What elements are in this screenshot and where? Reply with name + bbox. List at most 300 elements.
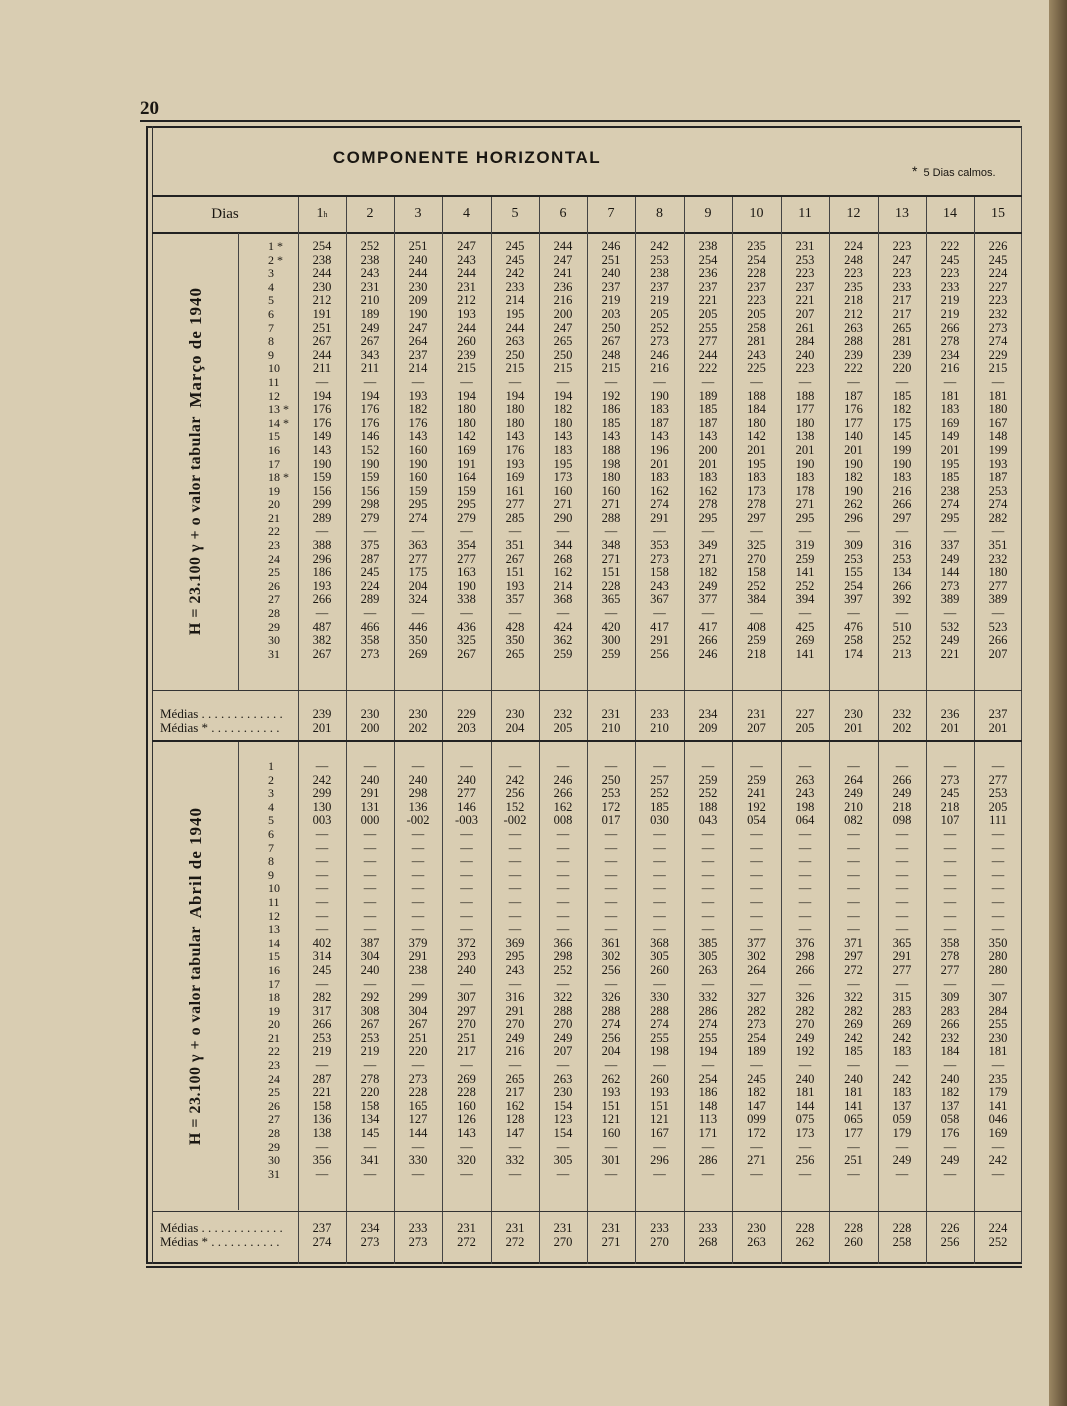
day-number: 21	[268, 1030, 280, 1045]
day-number: 13	[268, 922, 280, 937]
table-cell: 231	[360, 279, 380, 294]
table-cell: 198	[795, 799, 815, 814]
table-cell: 183	[892, 1044, 912, 1059]
table-cell: 136	[312, 1112, 332, 1127]
table-cell: 187	[844, 388, 863, 403]
header-hour-8	[635, 197, 684, 231]
table-cell: 183	[698, 470, 718, 485]
day-number: 10	[268, 881, 280, 896]
table-cell: 285	[505, 510, 525, 525]
table-cell: 238	[940, 483, 960, 498]
table-cell: 000	[360, 813, 380, 828]
table-cell: 263	[844, 320, 863, 335]
table-cell: —	[798, 922, 812, 937]
marco-summary-bottom-rule	[152, 740, 1022, 742]
table-cell: —	[991, 854, 1005, 869]
table-cell: 180	[795, 415, 815, 430]
day-number: 5	[268, 813, 274, 828]
table-cell: 182	[892, 402, 912, 417]
table-cell: 244	[698, 347, 718, 362]
day-number: 17	[268, 456, 280, 471]
table-cell: 295	[505, 949, 525, 964]
table-cell: —	[604, 840, 618, 855]
table-cell: 215	[505, 361, 525, 376]
table-cell: —	[604, 854, 618, 869]
table-cell: 274	[940, 497, 960, 512]
table-cell: 317	[312, 1003, 332, 1018]
table-cell: 273	[940, 578, 960, 593]
media-value: 232	[892, 707, 912, 721]
table-cell: —	[943, 1139, 957, 1154]
table-cell: 466	[360, 619, 380, 634]
table-cell: 277	[988, 578, 1008, 593]
table-cell: 181	[940, 388, 960, 403]
marco-medias-cell	[684, 707, 732, 735]
marco-medias-cell	[732, 707, 781, 735]
table-cell: 523	[988, 619, 1008, 634]
table-cell: 244	[312, 347, 332, 362]
table-cell: 232	[988, 306, 1008, 321]
marco-medias-cell	[926, 707, 974, 735]
table-cell: 385	[698, 935, 718, 950]
table-cell: 245	[505, 252, 525, 267]
table-cell: 315	[892, 990, 912, 1005]
media-value: 234	[698, 707, 718, 721]
table-cell: 295	[457, 497, 476, 512]
table-cell: 297	[892, 510, 912, 525]
table-cell: —	[411, 867, 425, 882]
table-cell: 277	[408, 551, 428, 566]
table-cell: 273	[988, 320, 1008, 335]
day-number: 24	[268, 551, 280, 566]
table-cell: 265	[553, 334, 573, 349]
table-cell: 219	[360, 1044, 380, 1059]
table-cell: —	[315, 374, 329, 389]
table-cell: 220	[360, 1085, 380, 1100]
medias-calm-label: Médias * . . . . . . . . . . .	[160, 1234, 280, 1249]
day-number: 13 *	[268, 402, 289, 417]
day-number: 16	[268, 962, 280, 977]
table-cell: 260	[650, 1071, 669, 1086]
table-cell: —	[556, 894, 570, 909]
table-cell: —	[750, 894, 763, 909]
table-cell: 213	[892, 646, 912, 661]
table-cell: —	[363, 606, 377, 621]
table-cell: —	[847, 524, 860, 539]
table-cell: 267	[312, 646, 332, 661]
table-cell: 216	[650, 361, 669, 376]
table-cell: —	[798, 1058, 812, 1073]
table-cell: 158	[650, 565, 669, 580]
table-cell: 075	[795, 1112, 815, 1127]
table-cell: 330	[408, 1153, 428, 1168]
day-number: 28	[268, 606, 280, 621]
media-calm-value: 202	[892, 721, 912, 735]
table-cell: 145	[892, 429, 912, 444]
table-cell: 141	[795, 646, 815, 661]
table-cell: —	[604, 881, 618, 896]
table-cell: —	[556, 1166, 570, 1181]
media-value: 239	[312, 707, 332, 721]
table-cell: 254	[747, 1030, 766, 1045]
table-cell: 134	[360, 1112, 380, 1127]
table-cell: 183	[892, 470, 912, 485]
table-cell: 262	[844, 497, 863, 512]
table-cell: 280	[988, 949, 1008, 964]
table-cell: 183	[650, 470, 669, 485]
table-cell: 240	[795, 347, 815, 362]
table-cell: —	[363, 374, 377, 389]
table-cell: 264	[408, 334, 428, 349]
table-cell: 046	[988, 1112, 1008, 1127]
table-cell: —	[847, 881, 860, 896]
table-cell: 344	[553, 538, 573, 553]
table-cell: —	[991, 1058, 1005, 1073]
table-cell: 238	[698, 239, 718, 253]
table-cell: 142	[457, 429, 476, 444]
table-cell: 282	[795, 1003, 815, 1018]
table-cell: 251	[457, 1030, 476, 1045]
table-cell: 176	[312, 415, 332, 430]
table-cell: —	[943, 1166, 957, 1181]
table-cell: —	[363, 908, 377, 923]
media-calm-value: 274	[312, 1235, 332, 1249]
table-cell: —	[508, 840, 522, 855]
table-cell: 190	[892, 456, 912, 471]
header-hour-label: 14	[943, 206, 957, 221]
table-cell: —	[508, 1139, 522, 1154]
marco-hour-column	[732, 240, 781, 661]
header-hour-label: 2	[366, 206, 374, 221]
table-cell: 172	[747, 1126, 766, 1141]
table-cell: 250	[601, 772, 621, 787]
abril-medias-cell	[635, 1221, 684, 1249]
media-value: 233	[408, 1221, 428, 1235]
table-cell: 172	[601, 799, 621, 814]
table-cell: 325	[747, 538, 766, 553]
table-cell: 252	[795, 578, 815, 593]
table-cell: 348	[601, 538, 621, 553]
table-cell: 296	[650, 1153, 669, 1168]
table-cell: 316	[505, 990, 525, 1005]
table-cell: 263	[553, 1071, 573, 1086]
table-cell: —	[363, 759, 377, 773]
table-cell: 194	[312, 388, 332, 403]
header-hour-label: 9	[704, 206, 712, 221]
table-cell: 186	[312, 565, 332, 580]
table-cell: 256	[505, 786, 525, 801]
calm-star-icon: *	[912, 163, 918, 179]
table-cell: 224	[360, 578, 380, 593]
table-cell: 216	[505, 1044, 525, 1059]
table-cell: 162	[698, 483, 718, 498]
table-cell: 161	[505, 483, 525, 498]
abril-medias-cell	[346, 1221, 394, 1249]
table-cell: 258	[844, 633, 863, 648]
table-cell: 188	[601, 442, 621, 457]
table-cell: 194	[457, 388, 476, 403]
table-cell: 137	[940, 1098, 960, 1113]
table-cell: —	[556, 881, 570, 896]
table-cell: —	[847, 922, 860, 937]
header-hour-2	[346, 197, 394, 231]
table-cell: 288	[601, 510, 621, 525]
table-cell: 389	[988, 592, 1008, 607]
abril-section-label	[157, 746, 235, 1206]
table-cell: —	[653, 881, 666, 896]
marco-hour-column	[394, 240, 442, 661]
table-cell: 185	[698, 402, 718, 417]
table-cell: 278	[747, 497, 766, 512]
day-number: 19	[268, 483, 280, 498]
table-cell: 350	[408, 633, 428, 648]
table-cell: 216	[553, 293, 573, 308]
table-cell: —	[653, 1166, 666, 1181]
day-number: 24	[268, 1071, 280, 1086]
table-cell: 220	[892, 361, 912, 376]
table-cell: 304	[360, 949, 380, 964]
table-cell: 182	[408, 402, 428, 417]
table-cell: 160	[457, 1098, 476, 1113]
table-cell: —	[315, 908, 329, 923]
table-cell: 211	[312, 361, 332, 376]
day-number: 23	[268, 1058, 280, 1073]
abril-medias-cell	[974, 1221, 1022, 1249]
table-cell: 271	[795, 497, 815, 512]
table-cell: 324	[408, 592, 428, 607]
header-hour-7	[587, 197, 635, 231]
marco-medias-cell	[829, 707, 878, 735]
day-number: 12	[268, 908, 280, 923]
table-cell: 190	[312, 456, 332, 471]
table-cell: 244	[505, 320, 525, 335]
day-number: 15	[268, 429, 280, 444]
table-cell: —	[315, 894, 329, 909]
table-cell: 230	[408, 279, 428, 294]
table-cell: —	[701, 1139, 715, 1154]
table-cell: —	[701, 606, 715, 621]
table-cell: 143	[408, 429, 428, 444]
table-cell: 191	[457, 456, 476, 471]
hour-suffix: h	[323, 209, 328, 219]
header-dias: Dias	[211, 205, 239, 222]
table-cell: 300	[601, 633, 621, 648]
media-calm-value: 201	[844, 721, 863, 735]
table-cell: 223	[892, 266, 912, 281]
table-cell: 253	[988, 786, 1008, 801]
media-value: 226	[940, 1221, 960, 1235]
table-cell: —	[604, 894, 618, 909]
table-cell: 252	[892, 633, 912, 648]
table-cell: 176	[940, 1126, 960, 1141]
table-cell: 176	[408, 415, 428, 430]
media-calm-value: 207	[747, 721, 766, 735]
table-cell: 017	[601, 813, 621, 828]
table-cell: 247	[457, 239, 476, 253]
table-cell: —	[363, 1058, 377, 1073]
table-cell: 354	[457, 538, 476, 553]
table-cell: 425	[795, 619, 815, 634]
media-calm-value: 272	[505, 1235, 525, 1249]
table-cell: 177	[844, 415, 863, 430]
table-cell: 368	[553, 592, 573, 607]
header-hour-12	[829, 197, 878, 231]
table-cell: —	[315, 1139, 329, 1154]
table-cell: 216	[892, 483, 912, 498]
calm-note-text: 5 Dias calmos.	[923, 167, 996, 179]
abril-hour-column	[635, 760, 684, 1181]
media-calm-value: 202	[408, 721, 428, 735]
table-cell: —	[895, 606, 909, 621]
day-number: 23	[268, 538, 280, 553]
abril-medias-labels	[160, 1221, 300, 1249]
table-cell: 259	[747, 633, 766, 648]
table-cell: 332	[698, 990, 718, 1005]
table-cell: 221	[312, 1085, 332, 1100]
media-calm-value: 268	[698, 1235, 718, 1249]
table-cell: —	[460, 374, 473, 389]
table-cell: —	[604, 922, 618, 937]
table-cell: —	[363, 867, 377, 882]
table-cell: —	[701, 524, 715, 539]
day-number: 9	[268, 867, 274, 882]
table-cell: 058	[940, 1112, 960, 1127]
table-cell: —	[701, 840, 715, 855]
table-cell: 223	[747, 293, 766, 308]
table-cell: 394	[795, 592, 815, 607]
table-cell: —	[847, 826, 860, 841]
table-cell: 286	[698, 1153, 718, 1168]
table-cell: 349	[698, 538, 718, 553]
table-cell: 251	[844, 1153, 863, 1168]
table-cell: 240	[408, 252, 428, 267]
table-cell: 233	[940, 279, 960, 294]
table-cell: 152	[360, 442, 380, 457]
abril-hour-column	[298, 760, 346, 1181]
table-cell: 134	[892, 565, 912, 580]
table-cell: 298	[795, 949, 815, 964]
table-cell: —	[701, 894, 715, 909]
table-cell: 176	[360, 415, 380, 430]
table-cell: —	[701, 867, 715, 882]
table-cell: 274	[650, 497, 669, 512]
table-cell: —	[653, 374, 666, 389]
table-cell: 281	[747, 334, 766, 349]
table-cell: 167	[650, 1126, 669, 1141]
header-hour-6	[539, 197, 587, 231]
table-cell: 223	[892, 239, 912, 253]
table-cell: 130	[312, 799, 332, 814]
header-hour-label: 8	[656, 206, 663, 221]
table-cell: 291	[360, 786, 380, 801]
table-cell: 214	[553, 578, 573, 593]
table-cell: 242	[505, 772, 525, 787]
header-hour-1	[298, 197, 346, 231]
table-cell: 252	[650, 320, 669, 335]
table-cell: 249	[505, 1030, 525, 1045]
table-cell: —	[460, 1166, 473, 1181]
table-cell: 289	[312, 510, 332, 525]
day-number: 19	[268, 1003, 280, 1018]
table-cell: —	[750, 976, 763, 991]
table-cell: 238	[312, 252, 332, 267]
medias-label: Médias . . . . . . . . . . . . .	[160, 707, 283, 721]
marco-hour-column	[926, 240, 974, 661]
header-hour-label: 6	[559, 206, 567, 221]
media-calm-value: 272	[457, 1235, 476, 1249]
table-cell: —	[653, 867, 666, 882]
table-cell: 198	[601, 456, 621, 471]
table-cell: 266	[892, 772, 912, 787]
table-cell: 099	[747, 1112, 766, 1127]
table-cell: 291	[505, 1003, 525, 1018]
table-cell: 271	[747, 1153, 766, 1168]
table-cell: 338	[457, 592, 476, 607]
bottom-rule	[146, 1266, 1022, 1268]
table-cell: 266	[940, 320, 960, 335]
table-cell: 356	[312, 1153, 332, 1168]
table-cell: —	[895, 1139, 909, 1154]
header-hour-label: 15	[991, 206, 1005, 221]
table-cell: —	[315, 840, 329, 855]
day-number: 3	[268, 786, 274, 801]
header-hour-9	[684, 197, 732, 231]
table-cell: —	[701, 374, 715, 389]
table-cell: 228	[747, 266, 766, 281]
table-cell: 296	[844, 510, 863, 525]
media-value: 237	[988, 707, 1008, 721]
day-number: 27	[268, 592, 280, 607]
table-cell: —	[847, 854, 860, 869]
table-cell: 274	[988, 497, 1008, 512]
table-cell: 219	[601, 293, 621, 308]
table-cell: 173	[747, 483, 766, 498]
table-cell: 183	[892, 1085, 912, 1100]
table-cell: 113	[698, 1112, 718, 1127]
table-cell: —	[556, 840, 570, 855]
table-cell: —	[750, 854, 763, 869]
table-cell: 146	[360, 429, 380, 444]
media-calm-value: 273	[360, 1235, 380, 1249]
table-cell: 144	[940, 565, 960, 580]
table-cell: 152	[505, 799, 525, 814]
medias-label-text: Médias	[160, 1221, 199, 1235]
table-cell: 214	[408, 361, 428, 376]
table-cell: 250	[505, 347, 525, 362]
table-cell: 187	[650, 415, 669, 430]
table-cell: 296	[312, 551, 332, 566]
table-cell: 181	[988, 1044, 1008, 1059]
table-cell: 231	[457, 279, 476, 294]
media-calm-value: 262	[795, 1235, 815, 1249]
table-cell: 195	[940, 456, 960, 471]
table-cell: 337	[940, 538, 960, 553]
table-cell: 253	[988, 483, 1008, 498]
media-value: 233	[698, 1221, 718, 1235]
table-cell: 361	[601, 935, 621, 950]
table-cell: —	[315, 1058, 329, 1073]
table-cell: 186	[601, 402, 621, 417]
table-cell: 216	[940, 361, 960, 376]
table-cell: 228	[408, 1085, 428, 1100]
table-cell: 487	[312, 619, 332, 634]
table-cell: 254	[698, 252, 718, 267]
table-cell: 201	[747, 442, 766, 457]
table-cell: 265	[505, 646, 525, 661]
table-cell: 207	[553, 1044, 573, 1059]
table-cell: 190	[408, 306, 428, 321]
table-cell: 424	[553, 619, 573, 634]
